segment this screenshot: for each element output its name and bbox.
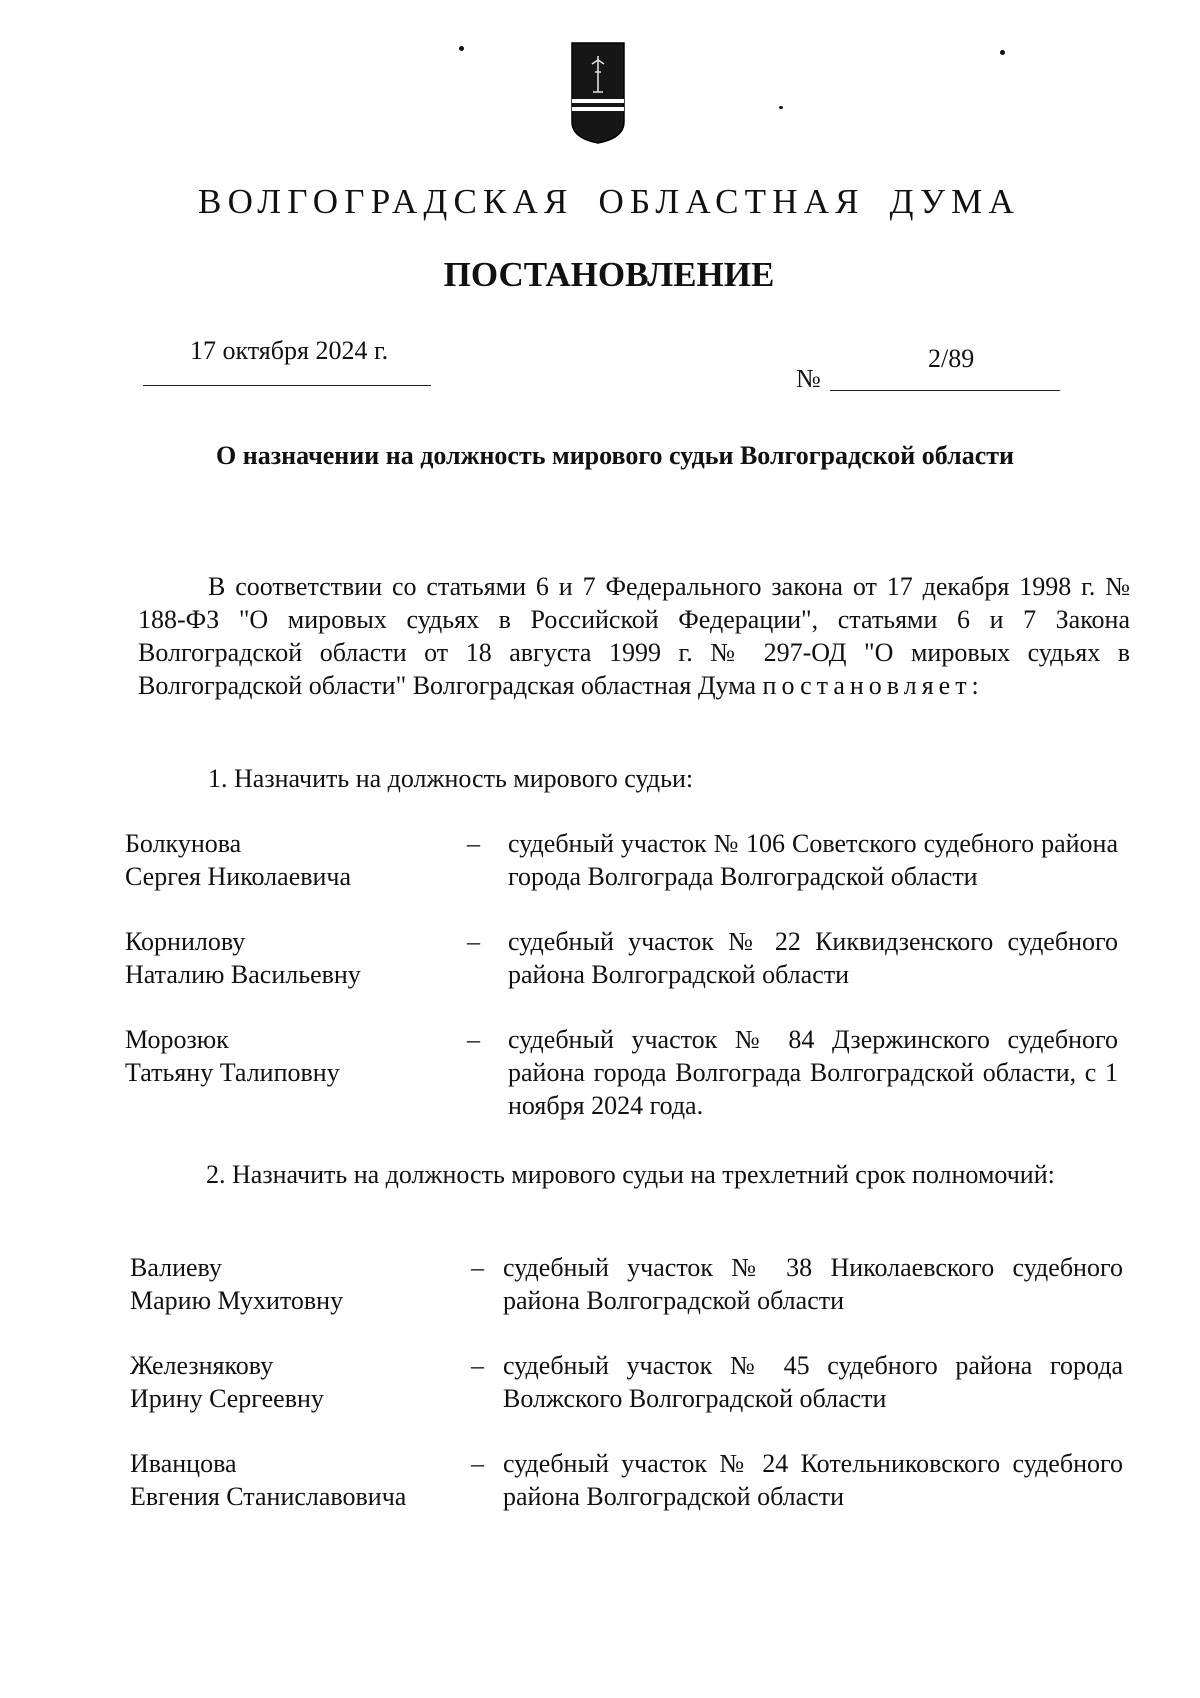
entry-dash: – xyxy=(471,1449,484,1478)
appointee-name xyxy=(130,1251,343,1317)
appointment-post: судебный участок № 38 Николаевского судебного района Волгоградской области xyxy=(503,1253,1123,1315)
appointee-name xyxy=(130,1349,324,1415)
entry-dash: – xyxy=(467,927,480,956)
appointment-post: судебный участок № 22 Киквидзенского судебного района Волгоградской области xyxy=(508,927,1118,989)
appointee-surname: Корнилову xyxy=(125,927,246,956)
number-underline xyxy=(830,390,1060,391)
entry-dash: – xyxy=(467,829,480,858)
appointee-surname: Валиеву xyxy=(130,1253,222,1282)
organization-title: ВОЛГОГРАДСКАЯ ОБЛАСТНАЯ ДУМА xyxy=(198,182,1020,221)
clause-1-heading: 1. Назначить на должность мирового судьи: xyxy=(208,764,694,793)
resolves-word: постановляет: xyxy=(762,671,984,700)
preamble-text: В соответствии со статьями 6 и 7 Федерального закона от 17 декабря 1998 г. № 188-ФЗ "О мировых судьях в Российской Федерации", статьями 6 и 7 Закона Волгоградской области от 18 августа 1999 г. № 297-ОД "О мировых судьях в Волгоградской области" Волгоградская областная Дума xyxy=(138,572,1130,700)
preamble-paragraph xyxy=(138,570,1130,702)
appointee-name xyxy=(125,1023,340,1089)
appointment-post: судебный участок № 45 судебного района города Волжского Волгоградской области xyxy=(503,1351,1123,1413)
document-subject: О назначении на должность мирового судьи Волгоградской области xyxy=(215,441,1015,470)
scan-speck xyxy=(779,106,783,109)
appointee-surname: Железнякову xyxy=(130,1351,274,1380)
appointee-surname: Иванцова xyxy=(130,1449,237,1478)
appointment-post: судебный участок № 24 Котельниковского судебного района Волгоградской области xyxy=(503,1449,1123,1511)
scan-speck xyxy=(1000,50,1005,55)
appointee-name xyxy=(125,925,361,991)
appointee-given-names: Татьяну Талиповну xyxy=(125,1058,340,1087)
document-date: 17 октября 2024 г. xyxy=(190,336,389,365)
document-number: 2/89 xyxy=(928,344,975,373)
clause-2-heading: 2. Назначить на должность мирового судьи на трехлетний срок полномочий: xyxy=(206,1160,1055,1189)
entry-dash: – xyxy=(467,1025,480,1054)
date-underline xyxy=(143,385,431,386)
appointee-given-names: Сергея Николаевича xyxy=(125,862,352,891)
appointment-post: судебный участок № 84 Дзержинского судебного района города Волгограда Волгоградской области, с 1 ноября 2024 года. xyxy=(508,1025,1118,1120)
appointee-given-names: Евгения Станиславовича xyxy=(130,1482,407,1511)
appointee-name xyxy=(125,827,351,893)
entry-dash: – xyxy=(471,1253,484,1282)
appointee-given-names: Ирину Сергеевну xyxy=(130,1384,324,1413)
number-sign: № xyxy=(796,364,821,393)
appointee-surname: Морозюк xyxy=(125,1025,229,1054)
appointee-given-names: Наталию Васильевну xyxy=(125,960,361,989)
scan-speck xyxy=(459,46,464,51)
entry-dash: – xyxy=(471,1351,484,1380)
document-type: ПОСТАНОВЛЕНИЕ xyxy=(443,255,775,294)
appointee-name xyxy=(130,1447,406,1513)
appointee-given-names: Марию Мухитовну xyxy=(130,1286,344,1315)
appointment-post: судебный участок № 106 Советского судебного района города Волгограда Волгоградской области xyxy=(508,829,1118,891)
coat-of-arms-icon xyxy=(571,42,625,144)
appointee-surname: Болкунова xyxy=(125,829,242,858)
